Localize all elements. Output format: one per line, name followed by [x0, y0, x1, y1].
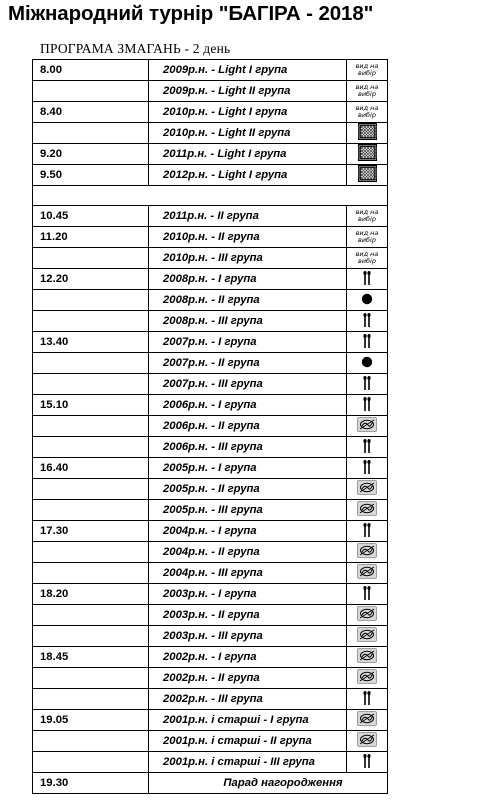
category-cell: 2006р.н. - II група [149, 416, 347, 437]
time-cell: 18.20 [33, 584, 149, 605]
apparatus-cell [347, 395, 388, 416]
table-row [33, 458, 388, 479]
category-cell: 2001р.н. і старші - III група [149, 752, 347, 773]
time-cell [33, 563, 149, 584]
time-cell: 9.20 [33, 144, 149, 165]
clubs-icon [362, 585, 372, 604]
schedule-body [33, 60, 388, 794]
clubs-icon [362, 375, 372, 394]
table-row [33, 290, 388, 311]
table-row [33, 123, 388, 144]
time-cell: 17.30 [33, 521, 149, 542]
category-cell: 2011р.н. - Light I група [149, 144, 347, 165]
table-row [33, 626, 388, 647]
category-cell: 2004р.н. - I група [149, 521, 347, 542]
awards-ceremony-cell: Парад нагородження [149, 773, 388, 794]
category-cell: 2009р.н. - Light I група [149, 60, 347, 81]
time-cell [33, 626, 149, 647]
category-cell: 2007р.н. - III група [149, 374, 347, 395]
category-cell: 2004р.н. - II група [149, 542, 347, 563]
time-cell [33, 689, 149, 710]
table-row [33, 60, 388, 81]
choice-label [356, 105, 379, 119]
apparatus-cell [347, 689, 388, 710]
category-cell: 2005р.н. - I група [149, 458, 347, 479]
category-cell: 2001р.н. і старші - I група [149, 710, 347, 731]
table-row [33, 332, 388, 353]
category-cell: 2010р.н. - Light II група [149, 123, 347, 144]
table-row [33, 731, 388, 752]
category-cell: 2005р.н. - III група [149, 500, 347, 521]
choice-label-line2: вибір [357, 68, 376, 77]
hoop-icon [358, 165, 377, 185]
table-row [33, 144, 388, 165]
apparatus-cell [347, 206, 388, 227]
apparatus-cell [347, 144, 388, 165]
time-cell [33, 81, 149, 102]
table-row [33, 81, 388, 102]
apparatus-cell [347, 165, 388, 186]
time-cell [33, 605, 149, 626]
apparatus-cell [347, 542, 388, 563]
category-cell: 2003р.н. - III група [149, 626, 347, 647]
ribbon-icon [357, 606, 377, 624]
table-row [33, 542, 388, 563]
category-cell: 2008р.н. - II група [149, 290, 347, 311]
page-title: Міжнародний турнір "БАГІРА - 2018" [8, 2, 374, 25]
apparatus-cell [347, 290, 388, 311]
table-row [33, 206, 388, 227]
choice-label-line2: вибір [357, 256, 376, 265]
hoop-icon [358, 123, 377, 143]
table-row [33, 374, 388, 395]
time-cell: 19.30 [33, 773, 149, 794]
apparatus-cell [347, 269, 388, 290]
time-cell: 9.50 [33, 165, 149, 186]
table-row [33, 521, 388, 542]
time-cell [33, 500, 149, 521]
time-cell [33, 668, 149, 689]
choice-label [356, 63, 379, 77]
clubs-icon [362, 396, 372, 415]
clubs-icon [362, 522, 372, 541]
apparatus-cell [347, 437, 388, 458]
choice-label-line2: вибір [357, 235, 376, 244]
apparatus-cell [347, 647, 388, 668]
time-cell: 18.45 [33, 647, 149, 668]
category-cell: 2008р.н. - I група [149, 269, 347, 290]
time-cell: 12.20 [33, 269, 149, 290]
apparatus-cell [347, 563, 388, 584]
program-subtitle: ПРОГРАМА ЗМАГАНЬ - 2 день [40, 41, 231, 56]
choice-label-line1: вид на [355, 82, 379, 91]
choice-label-line1: вид на [355, 103, 379, 112]
apparatus-cell [347, 123, 388, 144]
time-cell [33, 311, 149, 332]
choice-label-line1: вид на [355, 249, 379, 258]
table-row [33, 479, 388, 500]
apparatus-cell [347, 500, 388, 521]
choice-label-line2: вибір [357, 89, 376, 98]
apparatus-cell [347, 521, 388, 542]
ribbon-icon [357, 732, 377, 750]
apparatus-cell [347, 584, 388, 605]
table-row [33, 647, 388, 668]
category-cell: 2003р.н. - I група [149, 584, 347, 605]
choice-label [356, 251, 379, 265]
category-cell: 2002р.н. - I група [149, 647, 347, 668]
separator-row [33, 186, 388, 206]
apparatus-cell [347, 81, 388, 102]
table-row [33, 248, 388, 269]
ribbon-icon [357, 480, 377, 498]
table-row [33, 752, 388, 773]
time-cell [33, 290, 149, 311]
apparatus-cell [347, 60, 388, 81]
ribbon-icon [357, 501, 377, 519]
time-cell: 13.40 [33, 332, 149, 353]
category-cell: 2009р.н. - Light II група [149, 81, 347, 102]
table-row [33, 395, 388, 416]
category-cell: 2008р.н. - III група [149, 311, 347, 332]
choice-label [356, 84, 379, 98]
choice-label-line1: вид на [355, 61, 379, 70]
apparatus-cell [347, 311, 388, 332]
time-cell: 10.45 [33, 206, 149, 227]
time-cell: 19.05 [33, 710, 149, 731]
choice-label-line2: вибір [357, 214, 376, 223]
choice-label-line1: вид на [355, 228, 379, 237]
ball-icon [360, 355, 374, 372]
time-cell [33, 479, 149, 500]
apparatus-cell [347, 416, 388, 437]
ribbon-icon [357, 711, 377, 729]
category-cell: 2007р.н. - II група [149, 353, 347, 374]
category-cell: 2007р.н. - I група [149, 332, 347, 353]
time-cell [33, 123, 149, 144]
clubs-icon [362, 270, 372, 289]
category-cell: 2006р.н. - III група [149, 437, 347, 458]
table-row [33, 668, 388, 689]
ribbon-icon [357, 417, 377, 435]
table-row [33, 311, 388, 332]
table-row [33, 416, 388, 437]
ribbon-icon [357, 564, 377, 582]
table-row [33, 563, 388, 584]
apparatus-cell [347, 668, 388, 689]
ball-icon [360, 292, 374, 309]
time-cell: 11.20 [33, 227, 149, 248]
table-row [33, 227, 388, 248]
category-cell: 2011р.н. - II група [149, 206, 347, 227]
clubs-icon [362, 753, 372, 772]
category-cell: 2001р.н. і старші - II група [149, 731, 347, 752]
category-cell: 2010р.н. - III група [149, 248, 347, 269]
apparatus-cell [347, 752, 388, 773]
apparatus-cell [347, 353, 388, 374]
table-row [33, 102, 388, 123]
apparatus-cell [347, 458, 388, 479]
ribbon-icon [357, 648, 377, 666]
time-cell [33, 752, 149, 773]
category-cell: 2012р.н. - Light I група [149, 165, 347, 186]
apparatus-cell [347, 332, 388, 353]
apparatus-cell [347, 710, 388, 731]
clubs-icon [362, 459, 372, 478]
table-row [33, 437, 388, 458]
table-row [33, 165, 388, 186]
category-cell: 2005р.н. - II група [149, 479, 347, 500]
apparatus-cell [347, 731, 388, 752]
category-cell: 2010р.н. - II група [149, 227, 347, 248]
table-row [33, 584, 388, 605]
apparatus-cell [347, 248, 388, 269]
clubs-icon [362, 690, 372, 709]
ribbon-icon [357, 627, 377, 645]
clubs-icon [362, 333, 372, 352]
ribbon-icon [357, 669, 377, 687]
time-cell [33, 437, 149, 458]
category-cell: 2004р.н. - III група [149, 563, 347, 584]
table-row [33, 500, 388, 521]
time-cell: 15.10 [33, 395, 149, 416]
choice-label [356, 209, 379, 223]
table-row [33, 269, 388, 290]
hoop-icon [358, 144, 377, 164]
clubs-icon [362, 312, 372, 331]
table-row [33, 773, 388, 794]
apparatus-cell [347, 102, 388, 123]
apparatus-cell [347, 626, 388, 647]
time-cell [33, 416, 149, 437]
category-cell: 2003р.н. - II група [149, 605, 347, 626]
choice-label-line1: вид на [355, 207, 379, 216]
apparatus-cell [347, 227, 388, 248]
time-cell: 16.40 [33, 458, 149, 479]
time-cell [33, 353, 149, 374]
category-cell: 2006р.н. - I група [149, 395, 347, 416]
time-cell [33, 374, 149, 395]
table-row [33, 710, 388, 731]
time-cell [33, 731, 149, 752]
time-cell: 8.00 [33, 60, 149, 81]
separator-cell [33, 186, 388, 206]
category-cell: 2002р.н. - II група [149, 668, 347, 689]
apparatus-cell [347, 605, 388, 626]
category-cell: 2002р.н. - III група [149, 689, 347, 710]
schedule-table [32, 59, 388, 794]
table-row [33, 605, 388, 626]
time-cell [33, 542, 149, 563]
time-cell [33, 248, 149, 269]
clubs-icon [362, 438, 372, 457]
apparatus-cell [347, 479, 388, 500]
ribbon-icon [357, 543, 377, 561]
table-row [33, 689, 388, 710]
apparatus-cell [347, 374, 388, 395]
time-cell: 8.40 [33, 102, 149, 123]
table-row [33, 353, 388, 374]
choice-label [356, 230, 379, 244]
category-cell: 2010р.н. - Light I група [149, 102, 347, 123]
choice-label-line2: вибір [357, 110, 376, 119]
